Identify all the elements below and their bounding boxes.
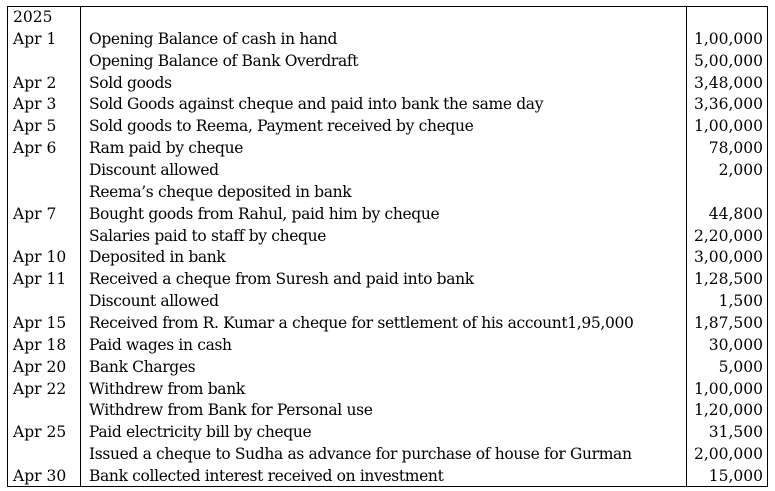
date-cell bbox=[8, 444, 80, 466]
description-cell: Sold goods bbox=[89, 73, 172, 92]
date-cell: 2025 bbox=[13, 8, 53, 26]
table-row bbox=[8, 160, 767, 182]
table-row bbox=[8, 7, 767, 29]
table-row bbox=[8, 226, 767, 248]
amount-cell: 1,00,000 bbox=[693, 379, 763, 398]
date-cell: Apr 18 bbox=[13, 335, 67, 354]
description-cell: Paid wages in cash bbox=[89, 335, 232, 354]
table-row bbox=[8, 400, 767, 422]
transactions-table bbox=[8, 7, 767, 488]
date-cell: Apr 25 bbox=[13, 423, 67, 442]
description-cell: Bank Charges bbox=[89, 357, 196, 376]
date-cell: Apr 2 bbox=[13, 73, 57, 92]
date-cell: Apr 11 bbox=[13, 270, 67, 289]
date-cell: Apr 15 bbox=[13, 314, 67, 333]
description-cell: Sold goods to Reema, Payment received by cheque bbox=[89, 117, 474, 136]
table-row bbox=[8, 269, 767, 291]
table-row bbox=[8, 73, 767, 95]
description-cell: Salaries paid to staff by cheque bbox=[89, 226, 327, 245]
amount-cell: 5,000 bbox=[718, 357, 763, 376]
description-cell: Opening Balance of Bank Overdraft bbox=[89, 51, 359, 70]
amount-cell: 1,00,000 bbox=[693, 29, 763, 48]
description-cell bbox=[80, 7, 686, 29]
table-row bbox=[8, 291, 767, 313]
table-row bbox=[8, 466, 767, 488]
table-row bbox=[8, 247, 767, 269]
amount-cell: 30,000 bbox=[708, 335, 763, 354]
amount-cell: 3,48,000 bbox=[693, 73, 763, 92]
amount-cell: 1,87,500 bbox=[693, 314, 763, 333]
amount-cell: 5,00,000 bbox=[693, 51, 763, 70]
table-row bbox=[8, 138, 767, 160]
amount-cell: 3,36,000 bbox=[693, 95, 763, 114]
transactions-table-frame bbox=[7, 6, 768, 487]
date-cell: Apr 7 bbox=[13, 204, 57, 223]
date-cell bbox=[8, 182, 80, 204]
date-cell: Apr 22 bbox=[13, 379, 67, 398]
table-row bbox=[8, 204, 767, 226]
table-row bbox=[8, 51, 767, 73]
description-cell: Issued a cheque to Sudha as advance for purchase of house for Gurman bbox=[89, 445, 632, 464]
description-cell: Received a cheque from Suresh and paid into bank bbox=[89, 270, 474, 289]
amount-cell: 15,000 bbox=[708, 467, 763, 486]
amount-cell: 2,00,000 bbox=[693, 445, 763, 464]
table-row bbox=[8, 313, 767, 335]
amount-cell: 1,20,000 bbox=[693, 401, 763, 420]
description-cell: Received from R. Kumar a cheque for settlement of his account1,95,000 bbox=[89, 314, 634, 333]
table-row bbox=[8, 116, 767, 138]
date-cell: Apr 30 bbox=[13, 467, 67, 486]
date-cell bbox=[8, 226, 80, 248]
description-cell: Reema’s cheque deposited in bank bbox=[89, 182, 352, 201]
description-cell: Sold Goods against cheque and paid into bank the same day bbox=[89, 95, 544, 114]
amount-cell: 2,000 bbox=[718, 161, 763, 180]
table-row bbox=[8, 444, 767, 466]
table-row bbox=[8, 422, 767, 444]
transactions-body bbox=[8, 7, 767, 488]
amount-cell: 1,28,500 bbox=[693, 270, 763, 289]
table-row bbox=[8, 29, 767, 51]
description-cell: Ram paid by cheque bbox=[89, 139, 244, 158]
amount-cell: 44,800 bbox=[708, 204, 763, 223]
amount-cell: 78,000 bbox=[708, 139, 763, 158]
date-cell bbox=[8, 51, 80, 73]
table-row bbox=[8, 357, 767, 379]
date-cell: Apr 1 bbox=[13, 29, 57, 48]
description-cell: Discount allowed bbox=[89, 292, 219, 311]
date-cell: Apr 10 bbox=[13, 248, 67, 267]
description-cell: Discount allowed bbox=[89, 161, 219, 180]
amount-cell: 1,500 bbox=[718, 292, 763, 311]
table-row bbox=[8, 182, 767, 204]
description-cell: Paid electricity bill by cheque bbox=[89, 423, 312, 442]
description-cell: Withdrew from Bank for Personal use bbox=[89, 401, 373, 420]
amount-cell: 31,500 bbox=[708, 423, 763, 442]
amount-cell bbox=[686, 182, 767, 204]
description-cell: Bank collected interest received on investment bbox=[89, 467, 444, 486]
amount-cell bbox=[686, 7, 767, 29]
description-cell: Withdrew from bank bbox=[89, 379, 245, 398]
date-cell: Apr 20 bbox=[13, 357, 67, 376]
date-cell: Apr 6 bbox=[13, 139, 57, 158]
description-cell: Bought goods from Rahul, paid him by cheque bbox=[89, 204, 440, 223]
amount-cell: 2,20,000 bbox=[693, 226, 763, 245]
date-cell bbox=[8, 160, 80, 182]
amount-cell: 1,00,000 bbox=[693, 117, 763, 136]
date-cell: Apr 5 bbox=[13, 117, 57, 136]
table-row bbox=[8, 379, 767, 401]
date-cell bbox=[8, 291, 80, 313]
table-row bbox=[8, 335, 767, 357]
date-cell bbox=[8, 400, 80, 422]
amount-cell: 3,00,000 bbox=[693, 248, 763, 267]
description-cell: Deposited in bank bbox=[89, 248, 226, 267]
description-cell: Opening Balance of cash in hand bbox=[89, 29, 338, 48]
table-row bbox=[8, 94, 767, 116]
date-cell: Apr 3 bbox=[13, 95, 57, 114]
